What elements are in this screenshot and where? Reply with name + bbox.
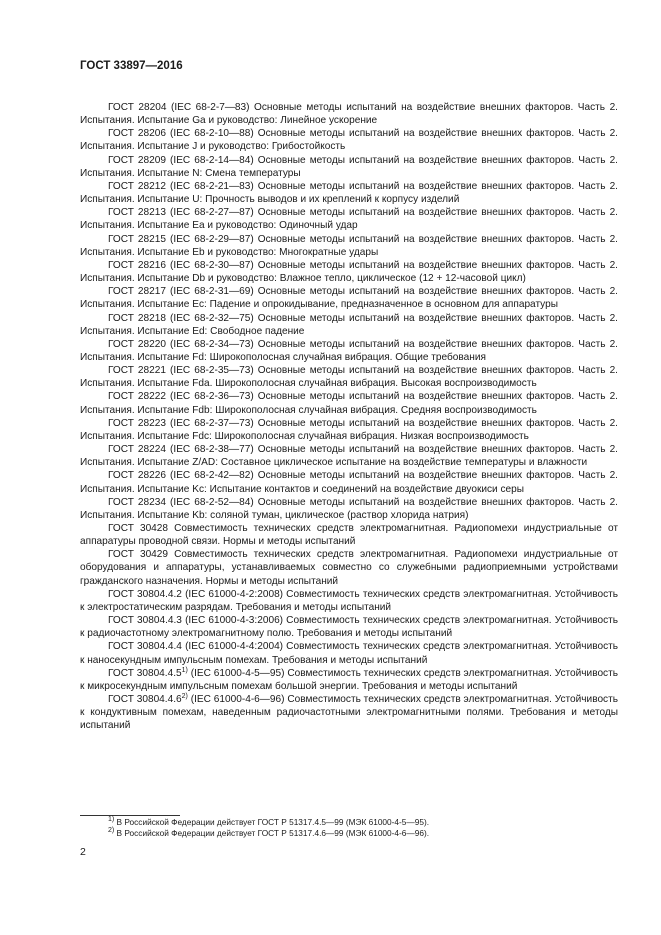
reference-text: ГОСТ 28234 (IEC 68-2-52—84) Основные методы испытаний на воздействие внешних факторов. Часть 2. Испытания. Испытание Kb: соляной туман, циклическое (раствор хлорида натрия): [80, 496, 618, 521]
document-header: ГОСТ 33897—2016: [80, 60, 183, 72]
reference-entry: [80, 285, 618, 311]
reference-entry: [80, 259, 618, 285]
reference-text: ГОСТ 30804.4.4 (IEC 61000-4-4:2004) Совместимость технических средств электромагнитная. Устойчивость к наносекундным импульсным помехам. Требования и методы испытаний: [80, 641, 618, 666]
reference-entry: [80, 496, 618, 522]
reference-entry: [80, 640, 618, 666]
reference-text: ГОСТ 28222 (IEC 68-2-36—73) Основные методы испытаний на воздействие внешних факторов. Часть 2. Испытания. Испытание Fdb: Широкополосная случайная вибрация. Средняя воспроизводимость: [80, 391, 618, 416]
footnote-separator: [80, 815, 180, 816]
footnote-marker: 1): [181, 666, 188, 674]
reference-text: ГОСТ 28224 (IEC 68-2-38—77) Основные методы испытаний на воздействие внешних факторов. Часть 2. Испытания. Испытание Z/AD: Составное циклическое испытание на воздействие температуры и влажности: [80, 444, 618, 469]
reference-text: ГОСТ 28216 (IEC 68-2-30—87) Основные методы испытаний на воздействие внешних факторов. Часть 2. Испытания. Испытание Db и руководство: Влажное тепло, циклическое (12 + 12-часовой цикл): [80, 259, 618, 285]
reference-text: (IEC 61000-4-6—96) Совместимость технических средств электромагнитная. Устойчивость к кондуктивным помехам, наведенным радиочастотными электромагнитными полями. Требования и методы испытаний: [80, 694, 618, 732]
footnote-mark: 1): [108, 816, 115, 823]
reference-entry: [80, 154, 618, 180]
reference-entry: [80, 417, 618, 443]
footnotes: [80, 817, 618, 839]
reference-text: ГОСТ 28206 (IEC 68-2-10—88) Основные методы испытаний на воздействие внешних факторов. Часть 2. Испытания. Испытание J и руководство: Грибостойкость: [80, 128, 618, 153]
reference-text: ГОСТ 28221 (IEC 68-2-35—73) Основные методы испытаний на воздействие внешних факторов. Часть 2. Испытания. Испытание Fda. Широкополосная случайная вибрация. Высокая воспроизводимость: [80, 365, 618, 390]
reference-entry: [80, 206, 618, 232]
footnote-mark: 2): [108, 827, 115, 834]
reference-text: ГОСТ 28218 (IEC 68-2-32—75) Основные методы испытаний на воздействие внешних факторов. Часть 2. Испытания. Испытание Ed: Свободное падение: [80, 312, 618, 337]
reference-text: ГОСТ 28220 (IEC 68-2-34—73) Основные методы испытаний на воздействие внешних факторов. Часть 2. Испытания. Испытание Fd: Широкополосная случайная вибрация. Общие требования: [80, 338, 618, 363]
reference-text: ГОСТ 28213 (IEC 68-2-27—87) Основные методы испытаний на воздействие внешних факторов. Часть 2. Испытания. Испытание Ea и руководство: Одиночный удар: [80, 207, 618, 232]
reference-entry: [80, 233, 618, 259]
footnote-marker: 2): [181, 693, 188, 701]
reference-text: ГОСТ 28209 (IEC 68-2-14—84) Основные методы испытаний на воздействие внешних факторов. Часть 2. Испытания. Испытание N: Смена температуры: [80, 154, 618, 179]
reference-text: ГОСТ 28226 (IEC 68-2-42—82) Основные методы испытаний на воздействие внешних факторов. Часть 2. Испытания. Испытание Kc: Испытание контактов и соединений на воздействие двуокиси серы: [80, 470, 618, 495]
reference-entry: [80, 588, 618, 614]
reference-entry: [80, 693, 618, 732]
reference-entry: [80, 614, 618, 640]
reference-entry: [80, 390, 618, 416]
reference-entry: [80, 364, 618, 390]
reference-text: ГОСТ 28223 (IEC 68-2-37—73) Основные методы испытаний на воздействие внешних факторов. Часть 2. Испытания. Испытание Fdc: Широкополосная случайная вибрация. Низкая воспроизводимость: [80, 417, 618, 442]
normative-references-list: [80, 101, 618, 733]
footnote: [80, 828, 618, 839]
reference-code: ГОСТ 30804.4.6: [108, 694, 182, 706]
reference-code: ГОСТ 30804.4.5: [108, 667, 182, 679]
reference-entry: [80, 312, 618, 338]
reference-entry: [80, 667, 618, 693]
footnote-text: В Российской Федерации действует ГОСТ Р 51317.4.5—99 (МЭК 61000-4-5—95).: [114, 817, 430, 827]
reference-entry: [80, 443, 618, 469]
reference-text: ГОСТ 30429 Совместимость технических средств электромагнитная. Радиопомехи индустриальные от оборудования и аппаратуры, устанавливаемых совместно со служебными радиоприемными устройствами гражданского назначения. Нормы и методы испытаний: [80, 549, 618, 587]
reference-entry: [80, 180, 618, 206]
reference-text: ГОСТ 30428 Совместимость технических средств электромагнитная. Радиопомехи индустриальные от аппаратуры проводной связи. Нормы и методы испытаний: [80, 523, 618, 548]
reference-entry: [80, 338, 618, 364]
reference-text: ГОСТ 30804.4.3 (IEC 61000-4-3:2006) Совместимость технических средств электромагнитная. Устойчивость к радиочастотному электромагнитному полю. Требования и методы испытаний: [80, 615, 618, 640]
reference-entry: [80, 127, 618, 153]
reference-entry: [80, 548, 618, 587]
reference-text: ГОСТ 30804.4.2 (IEC 61000-4-2:2008) Совместимость технических средств электромагнитная. Устойчивость к электростатическим разрядам. Требования и методы испытаний: [80, 588, 618, 613]
reference-text: (IEC 61000-4-5—95) Совместимость технических средств электромагнитная. Устойчивость к микросекундным импульсным помехам большой энергии. Требования и методы испытаний: [80, 667, 618, 692]
reference-entry: [80, 522, 618, 548]
reference-text: ГОСТ 28204 (IEC 68-2-7—83) Основные методы испытаний на воздействие внешних факторов. Часть 2. Испытания. Испытание Ga и руководство: Линейное ускорение: [80, 102, 618, 127]
reference-entry: [80, 101, 618, 127]
reference-text: ГОСТ 28212 (IEC 68-2-21—83) Основные методы испытаний на воздействие внешних факторов. Часть 2. Испытания. Испытание U: Прочность выводов и их креплений к корпусу изделий: [80, 180, 618, 206]
reference-text: ГОСТ 28215 (IEC 68-2-29—87) Основные методы испытаний на воздействие внешних факторов. Часть 2. Испытания. Испытание Eb и руководство: Многократные удары: [80, 233, 618, 258]
page-number: 2: [80, 846, 86, 858]
footnote: [80, 817, 618, 828]
reference-text: ГОСТ 28217 (IEC 68-2-31—69) Основные методы испытаний на воздействие внешних факторов. Часть 2. Испытания. Испытание Ec: Падение и опрокидывание, предназначенное в основном для аппаратуры: [80, 286, 618, 311]
footnote-text: В Российской Федерации действует ГОСТ Р 51317.4.6—99 (МЭК 61000-4-6—96).: [114, 828, 430, 838]
reference-entry: [80, 469, 618, 495]
